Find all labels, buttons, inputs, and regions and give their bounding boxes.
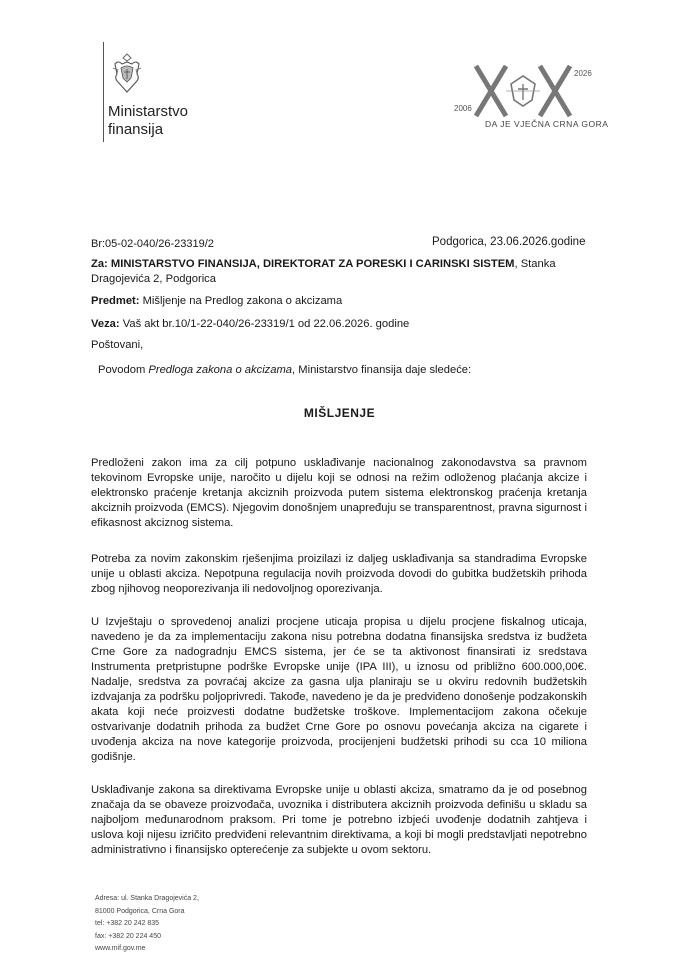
ministry-line-2: finansija bbox=[108, 121, 164, 138]
subject-text: Mišljenje na Predlog zakona o akcizama bbox=[142, 295, 343, 307]
subject-label: Predmet: bbox=[91, 295, 140, 307]
link-reference bbox=[91, 317, 409, 332]
link-label: Veza: bbox=[91, 318, 120, 330]
logo-year-start: 2006 bbox=[454, 104, 472, 113]
ministry-name bbox=[108, 103, 188, 139]
intro-after: , Ministarstvo finansija daje sledeće: bbox=[292, 364, 472, 376]
paragraph-2: Potreba za novim zakonskim rješenjima proizilazi iz daljeg usklađivanja sa standradima Evropske unije u oblasti akciza. Nepotpuna regulacija novih proizvoda dovodi do gubitka budžetskih prihoda zbog njihovog neoporezivanja ili nedovoljnog oporezivanja. bbox=[91, 553, 587, 595]
addressee-address-line2: Dragojevića 2, Podgorica bbox=[91, 273, 216, 285]
footer-city: 81000 Podgorica, Crna Gora bbox=[95, 907, 185, 915]
paragraph-3: U Izvještaju o sprovedenoj analizi procjene uticaja propisa u dijelu procjene fiskalnog uticaja, navedeno je da za implementaciju zakona nisu potrebna dodatna finansijska sredstva iz budžeta Crne Gore za nadogradnju EMCS sistema, jer će se ta aktivonost finansirati iz sredstava Instrumenta pretpristupne podrške Evropske unije (IPA III), u iznosu od približno 600.000,00€. Nadalje, sredstva za povraćaj akcize za gasna ulja planiraju se u okviru redovnih budžetskih izdvajanja za podršku poljoprivredi. Takođe, navedeno je da je predviđeno donošenje podzakonskih akata koji neće proizvesti dodatne budžetske troškove. Implementacijom zakona očekuje ostvarivanje dodatnih prihoda za budžet Crne Gore po osnovu povećanja akciza na cigarete i uvođenja akciza na nove kategorije proizvoda, procijenjeni budžetski prihodi su cca 10 miliona godišnje. bbox=[91, 616, 587, 763]
footer-tel: tel: +382 20 242 835 bbox=[95, 920, 160, 927]
reference-number: Br:05-02-040/26-23319/2 bbox=[91, 238, 214, 250]
paragraph-1: Predloženi zakon ima za cilj potpuno usklađivanje nacionalnog zakonodavstva sa pravnom tekovinom Evropske unije, naročito u dijelu koji se odnosi na režim odloženog plaćanja akcize i elektronsko praćenje kretanja akciznih proizvoda putem sistema elektronskog praćenja kretanja akciznih proizvoda (EMCS). Njegovim donošnjem unapređuju se transparentnost, pravna sigurnost i efikasnost akciznog sistema. bbox=[91, 457, 587, 529]
intro-italic: Predloga zakona o akcizama bbox=[148, 364, 293, 376]
coat-of-arms-icon bbox=[110, 52, 144, 96]
footer-address: Adresa: ul. Stanka Dragojevića 2, bbox=[95, 895, 199, 902]
addressee-address-start: , Stanka bbox=[514, 258, 556, 270]
logo-tagline: DA JE VJEČNA CRNA GORA bbox=[485, 119, 609, 129]
paragraph-4: Usklađivanje zakona sa direktivama Evropske unije u oblasti akciza, smatramo da je od posebnog značaja da se obaveze proizvođača, uvoznika i distributera akciznih proizvoda definišu u skladu sa najboljom međunarodnom praksom. Pri tome je potrebno izbjeći uvođenje dodatnih zahtjeva i uslova koji nijesu izričito predviđeni relevantnim direktivama, a koji bi mogli predstavljati nepotrebno administrativno i finansijsko opterećenje za subjekte u ovom sektoru. bbox=[91, 784, 587, 856]
intro-sentence bbox=[98, 363, 471, 378]
ministry-line-1: Ministarstvo bbox=[108, 103, 189, 120]
greeting: Poštovani, bbox=[91, 339, 144, 351]
addressee-name: MINISTARSTVO FINANSIJA, DIREKTORAT ZA PORESKI I CARINSKI SISTEM bbox=[110, 258, 515, 270]
footer-contact bbox=[95, 893, 199, 956]
subject bbox=[91, 294, 342, 309]
place-date: Podgorica, 23.06.2026.godine bbox=[432, 236, 586, 248]
footer-fax: fax: +382 20 224 450 bbox=[95, 932, 161, 940]
logo-year-end: 2026 bbox=[574, 69, 592, 78]
addressee bbox=[91, 257, 556, 272]
link-text: Vaš akt br.10/1-22-040/26-23319/1 od 22.06.2026. godine bbox=[122, 318, 410, 330]
document-title: MIŠLJENJE bbox=[303, 406, 376, 420]
footer-web: www.mif.gov.me bbox=[95, 945, 146, 952]
intro-before: Povodom bbox=[98, 364, 149, 376]
addressee-label: Za: bbox=[91, 258, 108, 270]
header-divider bbox=[103, 42, 104, 142]
